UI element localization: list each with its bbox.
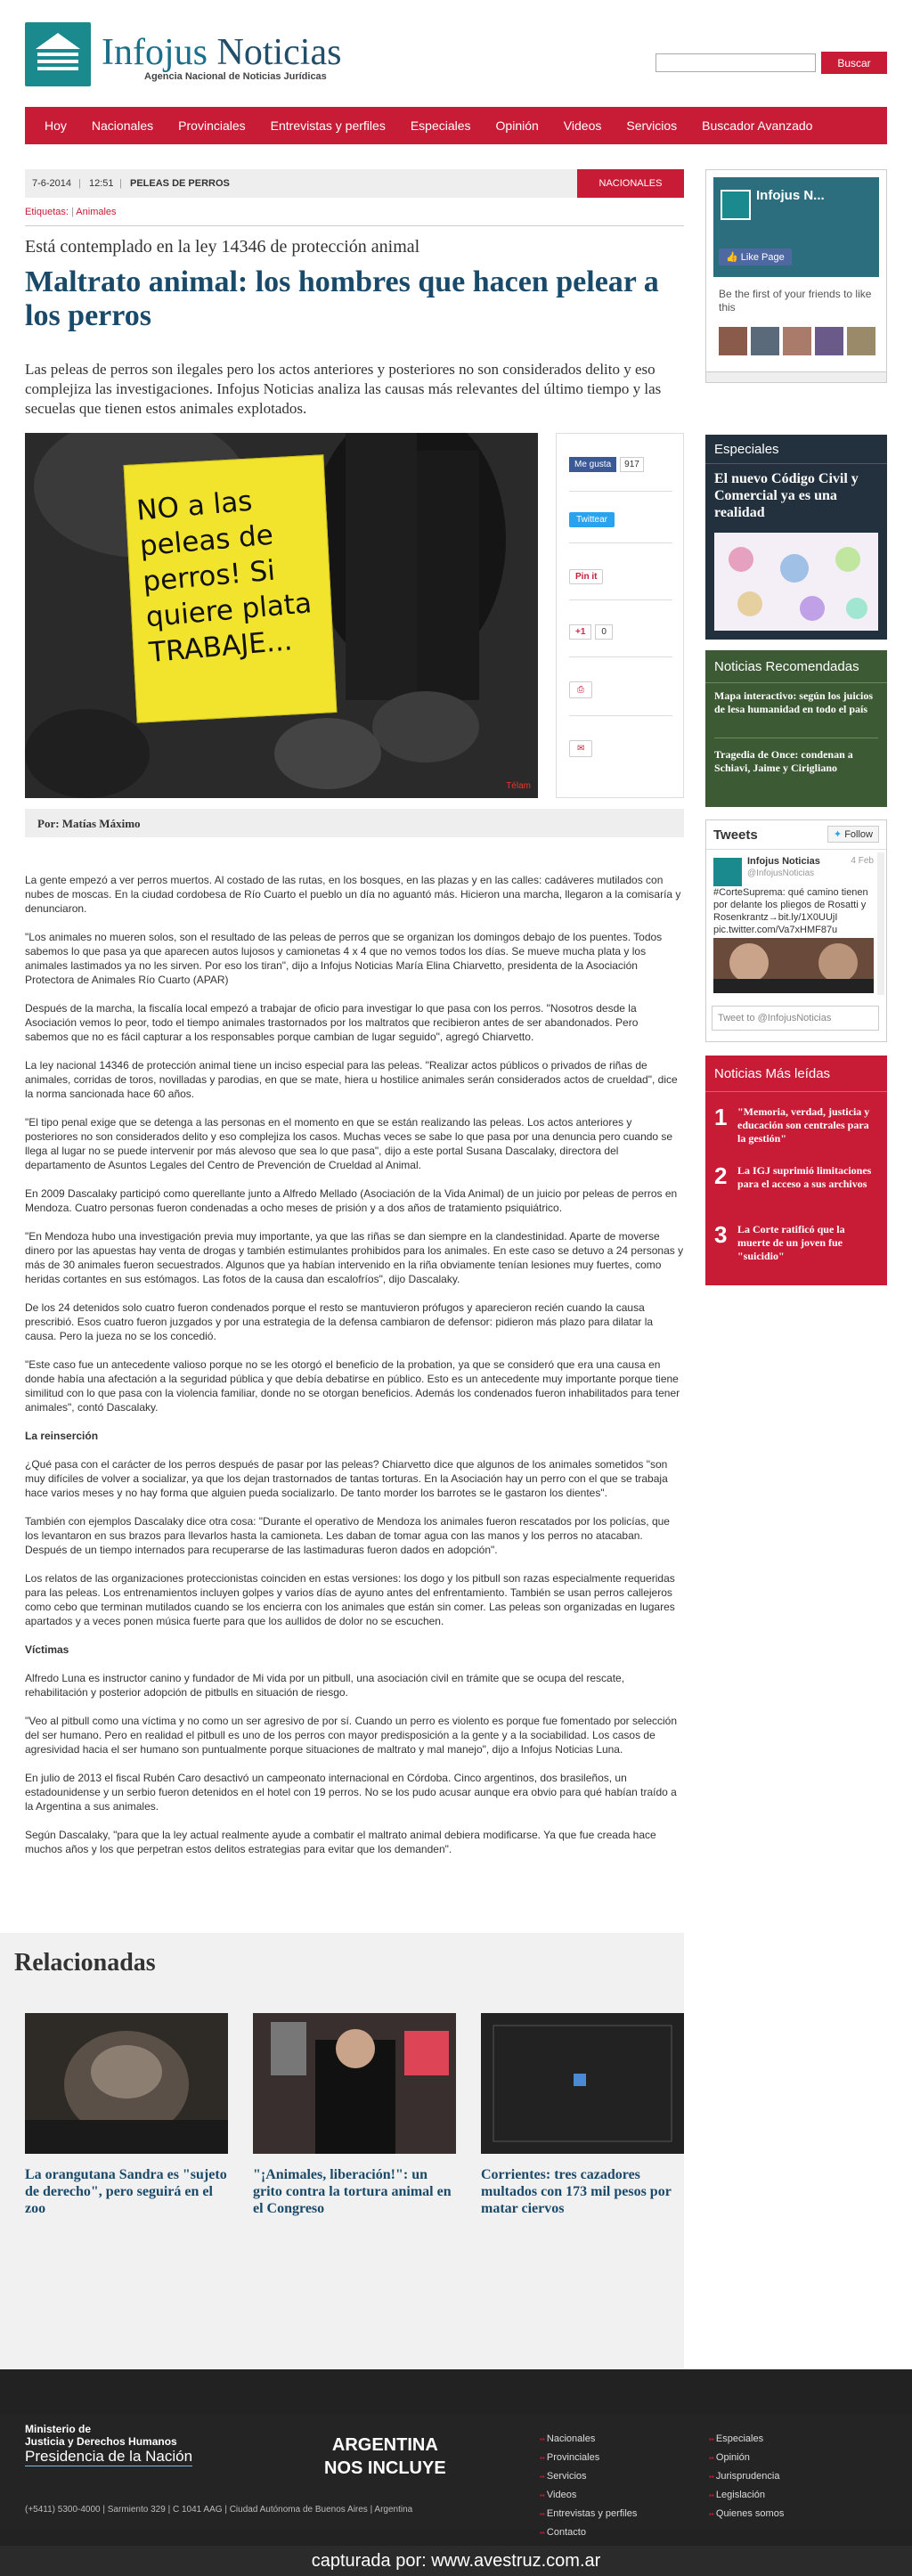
footer-address: (+5411) 5300-4000 | Sarmiento 329 | C 1041 AAG | Ciudad Autónoma de Buenos Aires | Argentina — [25, 2505, 413, 2515]
article-date: 7-6-2014 — [32, 178, 72, 189]
tag-link[interactable]: Animales — [76, 207, 117, 217]
article-subhead: La reinserción — [25, 1430, 99, 1442]
twitter-bird-icon: ✦ — [833, 829, 843, 840]
author-bar — [25, 809, 684, 837]
tweet-avatar[interactable] — [713, 858, 742, 886]
tweet-image[interactable] — [713, 938, 874, 993]
article-photo[interactable] — [25, 433, 538, 798]
article-paragraph: Según Dascalaky, "para que la ley actual realmente ayude a combatir el maltrato animal debiera modificarse. Ya que fue creada hace muchos años y los que perpetran estos delitos estrategias para evitar que los demanden". — [25, 1829, 656, 1855]
especiales-heading: Especiales — [714, 442, 779, 457]
share-column — [556, 433, 684, 798]
twitter-widget — [705, 819, 887, 1042]
footer-link[interactable]: ▪▪ Nacionales — [540, 2430, 637, 2449]
fb-friend-avatars — [719, 327, 875, 355]
search-button[interactable]: Buscar — [821, 52, 887, 74]
mas-leidas-widget — [705, 1056, 887, 1285]
mas-leidas-item[interactable] — [714, 1104, 880, 1155]
mas-leidas-rank: 3 — [714, 1221, 728, 1248]
twitter-follow-button[interactable] — [827, 826, 879, 843]
related-image[interactable] — [481, 2013, 684, 2154]
article-paragraph: Los relatos de las organizaciones proteccionistas coinciden en estas versiones: los dogo y los pitbull son razas especialmente requeridas para las peleas. Los entrenamientos incluyen golpes y varios días de ayuno antes del enfrentamiento. También se usan perros callejeros como cebo que terminan mutilados cuando se los encierra con los animales que están sin comer. Las peleas son organizadas en lugares apartados y a veces ponen música fuerte para que los aullidos de dolor no se escuchen. — [25, 1572, 675, 1627]
site-tagline: Agencia Nacional de Noticias Jurídicas — [144, 71, 327, 82]
avatar[interactable] — [719, 327, 747, 355]
twitter-follow-label: Follow — [844, 829, 873, 840]
recomendadas-widget — [705, 650, 887, 807]
article-paragraph: La ley nacional 14346 de protección animal tiene un inciso especial para las peleas. "Realizar actos públicos o privados de riñas de animales, corridas de toros, novilladas y parodias, en que se mate, hiera u hostilice animales serán considerados actos de crueldad", dice la norma sancionada hace 60 años. — [25, 1059, 678, 1100]
footer-link[interactable]: ▪▪ Especiales — [709, 2430, 784, 2449]
related-title-link[interactable]: La orangutana Sandra es "sujeto de derecho", pero seguirá en el zoo — [25, 2167, 227, 2216]
related-item[interactable] — [481, 2013, 684, 2217]
nav-item[interactable]: Nacionales — [91, 118, 154, 133]
fb-cover[interactable] — [713, 177, 879, 277]
nav-item[interactable]: Especiales — [410, 118, 471, 133]
article-paragraph: "Veo al pitbull como una víctima y no como un ser agresivo de por sí. Cuando un perro es violento es porque fue fomentado por selección del ser humano. Pero en realidad el pitbull es uno de los perros con mayor predisposición a la gente y a la sociabilidad. Los casos de agresividad hacia el ser humano son puntualmente porque situaciones de maltrato y mal manejo", dijo a Infojus Noticias Luna. — [25, 1715, 678, 1756]
especiales-image[interactable] — [714, 533, 878, 631]
nav-item[interactable]: Provinciales — [178, 118, 246, 133]
footer-link[interactable]: ▪▪ Videos — [540, 2486, 637, 2505]
footer-links-1 — [540, 2430, 637, 2542]
article-paragraph: "El tipo penal exige que se detenga a las personas en el momento en que se están realizando las peleas. Los actos anteriores y posteriores no son considerados delito y eso complejiza los casos. Muchas veces se sabe lo que pasa por una denuncia pero cuando se llega al lugar no se puede intervenir por más alevoso que sea lo que pasa", dijo a este portal Susana Dascalaky, directora del departamento de Asuntos Legales del Centro de Prevención de Crueldad al Animal. — [25, 1116, 673, 1171]
fb-page-logo-icon — [721, 190, 751, 220]
related-title: Relacionadas — [14, 1949, 156, 1977]
especiales-widget — [705, 435, 887, 640]
avatar[interactable] — [847, 327, 875, 355]
protest-sign — [124, 454, 338, 722]
tags: Etiquetas: | Animales — [25, 207, 117, 217]
nav-item[interactable]: Entrevistas y perfiles — [270, 118, 386, 133]
footer-link[interactable]: ▪▪ Entrevistas y perfiles — [540, 2505, 637, 2523]
gplus-button[interactable]: +1 — [569, 624, 591, 640]
tweet-button[interactable]: Twittear — [569, 512, 615, 527]
tags-label: Etiquetas: — [25, 207, 69, 217]
related-title-link[interactable]: "¡Animales, liberación!": un grito contra la tortura animal en el Congreso — [253, 2167, 452, 2216]
footer-link[interactable]: ▪▪ Contacto — [540, 2523, 637, 2542]
fb-page-name[interactable]: Infojus N... — [756, 188, 825, 203]
footer-slogan — [324, 2433, 446, 2480]
article-paragraph: ¿Qué pasa con el carácter de los perros después de pasar por las peleas? Chiarvetto dice que algunos de los animales sometidos "son muy difíciles de volver a socializar, ya que los dejan trastornados de tantas torturas. En la Asociación hay un perro con el que se trabaja hace varios meses y no hay forma que alguien pueda socializarlo. De tanto morder los barrotes se le gastaron los dientes". — [25, 1458, 668, 1499]
divider — [25, 225, 684, 226]
footer-links-2 — [709, 2430, 784, 2523]
article-meta-bar: 7-6-2014 | 12:51 | PELEAS DE PERROS NACIONALES — [25, 169, 684, 198]
article-subhead: Víctimas — [25, 1643, 69, 1656]
tweet-compose-input[interactable]: Tweet to @InfojusNoticias — [712, 1006, 879, 1031]
article-paragraph: "Los animales no mueren solos, son el resultado de las peleas de perros que se organizan los domingos debajo de los puentes. Todos sabemos lo que pasa ya que aparecen autos lujosos y camionetas 4 x 4 que no vemos todos los días. Se mueve mucha plata y los animales lastimados ya no les sirven. Por eso los tiran", dijo a Infojus Noticias María Elina Chiarvetto, presidenta de la Asociación Protectora de Animales Río Cuarto (APAR) — [25, 931, 663, 986]
nav-item[interactable]: Buscador Avanzado — [702, 118, 813, 133]
capture-credit: capturada por: www.avestruz.com.ar — [0, 2546, 912, 2576]
nav-item[interactable]: Hoy — [45, 118, 67, 133]
nav-item[interactable]: Videos — [563, 118, 602, 133]
avatar[interactable] — [783, 327, 811, 355]
print-icon[interactable]: ⎙ — [569, 681, 592, 698]
avatar[interactable] — [815, 327, 843, 355]
fb-scrollbar[interactable] — [706, 371, 886, 382]
related-image[interactable] — [25, 2013, 228, 2154]
fb-friends-text: Be the first of your friends to like this — [719, 288, 872, 314]
main-nav — [25, 107, 887, 144]
tweets-scrollbar[interactable] — [877, 852, 884, 995]
mas-leidas-title[interactable]: "Memoria, verdad, justicia y educación son centrales para la gestión" — [737, 1105, 870, 1145]
footer-ministry-line: Justicia y Derechos Humanos — [25, 2435, 177, 2448]
facebook-widget — [705, 169, 887, 383]
recomendada-link[interactable]: Mapa interactivo: según los juicios de lesa humanidad en todo el país — [714, 689, 873, 715]
recomendada-link[interactable]: Tragedia de Once: condenan a Schiavi, Jaime y Cirigliano — [714, 748, 853, 774]
article-kicker: Está contemplado en la ley 14346 de protección animal — [25, 237, 420, 257]
related-title-link[interactable]: Corrientes: tres cazadores multados con 173 mil pesos por matar ciervos — [481, 2167, 672, 2216]
mas-leidas-title[interactable]: La Corte ratificó que la muerte de un joven fue "suicidio" — [737, 1223, 845, 1262]
fb-like-button[interactable]: Me gusta — [569, 457, 616, 472]
footer-ministry[interactable] — [25, 2423, 192, 2466]
tweets-heading: Tweets — [713, 827, 758, 843]
footer-link[interactable]: ▪▪ Legislación — [709, 2486, 784, 2505]
mas-leidas-rank: 2 — [714, 1162, 728, 1189]
article-body — [25, 873, 684, 1871]
logo-icon[interactable] — [25, 22, 91, 86]
article-lead: Las peleas de perros son ilegales pero los actos anteriores y posteriores no son considerados delito y eso complejiza las investigaciones. Infojus Noticias analiza las causas más relevantes del último tiempo y las secuelas que tienen estos animales explotados. — [25, 361, 662, 417]
footer-slogan-line: ARGENTINA — [331, 2435, 438, 2455]
article-paragraph: De los 24 detenidos solo cuatro fueron condenados porque el resto se mantuvieron prófugos y aparecieron recién cuando la causa prescribió. Esos cuatro fueron juzgados y por una estrategia de la defensa cambiaron de defensor: pidieron más plazo para dilatar la causa. Pero la jueza no se los concedió. — [25, 1301, 654, 1342]
article-paragraph: La gente empezó a ver perros muertos. Al costado de las rutas, en los bosques, en las plazas y en las calles: cadáveres mutilados con nubes de moscas. En la ciudad cordobesa de Río Cuarto el pueblo un día no aguantó más. Hicieron una marcha, llegaron a la comisaría y denunciaron. — [25, 874, 681, 915]
tweet-handle: @InfojusNoticias — [747, 868, 815, 878]
fb-like-page-button[interactable]: 👍 Like Page — [719, 249, 792, 265]
article-paragraph: En julio de 2013 el fiscal Rubén Caro desactivó un campeonato internacional en Córdoba. Cinco argentinos, dos brasileños, un estadounidense y un serbio fueron detenidos en el hotel con 19 perros. No se los pudo acusar aunque era obvio para qué habían traído a la Argentina a sus animales. — [25, 1772, 677, 1813]
protest-sign-text: NO a las peleas de perros! Si quiere plata TRABAJE... — [134, 485, 314, 670]
fb-like-page-label: Like Page — [740, 252, 785, 263]
tweet-user[interactable]: Infojus Noticias — [747, 856, 820, 867]
footer-slogan-line: NOS INCLUYE — [324, 2458, 446, 2478]
article-paragraph: "Este caso fue un antecedente valioso porque no se les otorgó el beneficio de la probation, ya que se consideró que era una causa en donde había una afectación a la seguridad pública y que debía debatirse en público. Esto es un antecedente muy importante porque tiene similitud con lo que pasa con la violencia familiar, donde no se otorgan beneficios. Además los condenados fueron inhabilitados para tener animales", contó Dascalaky. — [25, 1358, 680, 1414]
mas-leidas-heading: Noticias Más leídas — [714, 1066, 831, 1081]
footer-presidency: Presidencia de la Nación — [25, 2448, 193, 2465]
search-input[interactable] — [656, 53, 816, 72]
gplus-count: 0 — [595, 624, 613, 640]
related-item[interactable] — [25, 2013, 228, 2217]
mas-leidas-item[interactable] — [714, 1221, 880, 1273]
nav-item[interactable]: Servicios — [626, 118, 678, 133]
mas-leidas-item[interactable] — [714, 1162, 880, 1214]
tweet-date: 4 Feb — [851, 856, 874, 866]
article-paragraph: Alfredo Luna es instructor canino y fundador de Mi vida por un pitbull, una asociación civil en trámite que se ocupa del rescate, rehabilitación y posterior adopción de pitbulls en situación de riesgo. — [25, 1672, 625, 1699]
article-paragraph: En 2009 Dascalaky participó como querellante junto a Alfredo Mellado (Asociación de la Vida Animal) de un juicio por peleas de perros en Mendoza. Cuatro personas fueron condenadas a ocho meses de prisión y a dos años de tratamiento psiquiátrico. — [25, 1187, 678, 1214]
photo-credit: Télam — [506, 781, 531, 791]
article-headline: Maltrato animal: los hombres que hacen pelear a los perros — [25, 265, 659, 332]
related-item[interactable] — [253, 2013, 456, 2217]
footer-ministry-line: Ministerio de — [25, 2423, 92, 2435]
tweet-text: #CorteSuprema: qué camino tienen por delante los pliegos de Rosatti y Rosenkrantz→bit.ly/1X0UUjI pic.twitter.com/Va7xHMF87u — [713, 887, 868, 935]
footer-link[interactable]: ▪▪ Quienes somos — [709, 2505, 784, 2523]
site-header — [0, 0, 912, 107]
footer-link[interactable]: ▪▪ Opinión — [709, 2449, 784, 2467]
article-author: Por: Matías Máximo — [37, 817, 141, 830]
brand-main: Infojus — [102, 32, 208, 73]
fb-like-count: 917 — [620, 457, 644, 472]
site-logo-text[interactable] — [102, 31, 341, 74]
article-series: PELEAS DE PERROS — [130, 178, 230, 189]
article-paragraph: También con ejemplos Dascalaky dice otra cosa: "Durante el operativo de Mendoza los animales fueron rescatados por los policías, que los levantaron en sus brazos para llevarlos hasta la camioneta. Les daban de tomar agua con las manos y los perros no atacaban. Después de un tiempo internados para recuperarse de las lastimaduras fueron dados en adopción". — [25, 1515, 670, 1556]
footer-link[interactable]: ▪▪ Provinciales — [540, 2449, 637, 2467]
footer-link[interactable]: ▪▪ Jurisprudencia — [709, 2467, 784, 2486]
brand-second: Noticias — [216, 32, 342, 73]
email-icon[interactable]: ✉ — [569, 740, 592, 757]
recomendadas-heading: Noticias Recomendadas — [714, 659, 859, 674]
mas-leidas-rank: 1 — [714, 1104, 728, 1130]
footer-link[interactable]: ▪▪ Servicios — [540, 2467, 637, 2486]
mas-leidas-title[interactable]: La IGJ suprimió limitaciones para el acceso a sus archivos — [737, 1164, 872, 1190]
especiales-title[interactable]: El nuevo Código Civil y Comercial ya es una realidad — [714, 471, 859, 520]
article-paragraph: Después de la marcha, la fiscalía local empezó a trabajar de oficio para investigar lo que pasa con los perros. "Nosotros desde la Asociación vemos lo peor, todo el tiempo animales trastornados por los maltratos que recibieron antes de ser abandonados. Pero sabemos que no es fácil capturar a los responsables porque cambian de lugar seguido", agregó Chiarvetto. — [25, 1002, 639, 1043]
nav-item[interactable]: Opinión — [495, 118, 539, 133]
avatar[interactable] — [751, 327, 779, 355]
article-paragraph: "En Mendoza hubo una investigación previa muy importante, ya que las riñas se dan siempre en la clandestinidad. Aparte de moverse dinero por las apuestas hay venta de drogas y también estimulantes prohibidos para los animales. En este caso se detuvo a 24 personas y más de 30 animales fueron secuestrados. Algunos que ya habían intervenido en la riña obviamente tenían lesiones muy fuertes, como heridas cortantes en sus estómagos. Las fotos de la causa dan escalofríos", dijo Dascalaky. — [25, 1230, 684, 1285]
related-image[interactable] — [253, 2013, 456, 2154]
article-time: 12:51 — [89, 178, 114, 189]
pinterest-button[interactable]: Pin it — [569, 569, 603, 584]
section-badge[interactable]: NACIONALES — [577, 169, 684, 198]
related-section — [0, 1933, 684, 2369]
